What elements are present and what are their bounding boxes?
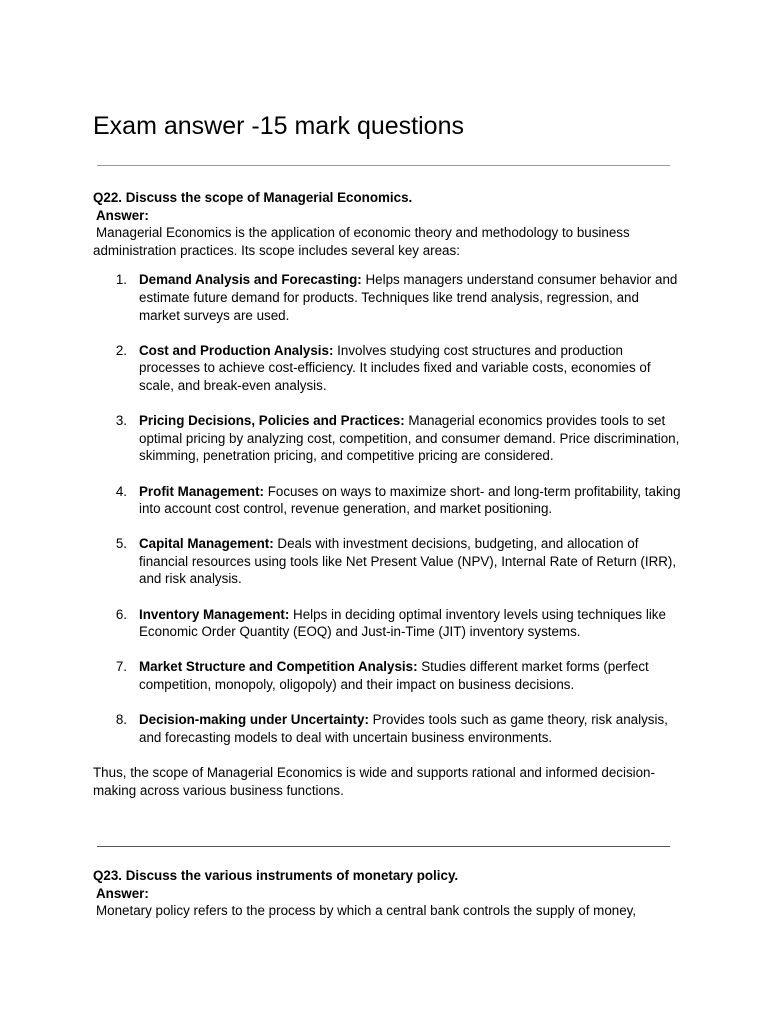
list-item-text: Deals with investment decisions, budgeting, and allocation of financial resources using tools like Net Present Value (NPV), Internal Rate of Return (IRR), and risk analysis.	[139, 536, 677, 587]
list-item-number: 5.	[115, 536, 127, 552]
list-item	[93, 606, 683, 641]
list-item-number: 7.	[115, 659, 127, 675]
list-item-term: Capital Management:	[139, 536, 274, 552]
list-item-text: Helps managers understand consumer behavior and estimate future demand for products. Techniques like trend analysis, regression, and market surveys are used.	[139, 272, 678, 323]
list-item-term: Pricing Decisions, Policies and Practices:	[139, 413, 405, 429]
list-item-text: Involves studying cost structures and production processes to achieve cost-efficiency. It includes fixed and variable costs, economies of scale, and break-even analysis.	[139, 342, 651, 393]
list-item	[93, 711, 683, 746]
list-item-number: 1.	[115, 272, 127, 288]
list-item-text: Provides tools such as game theory, risk analysis, and forecasting models to deal with uncertain business environments.	[139, 712, 668, 745]
question-22-heading: Q22. Discuss the scope of Managerial Economics.	[93, 190, 413, 205]
list-item-term: Decision-making under Uncertainty:	[139, 712, 369, 728]
list-item-text: Managerial economics provides tools to set optimal pricing by analyzing cost, competition, and consumer demand. Price discrimination, skimming, penetration pricing, and competitive pricing are considered.	[139, 413, 680, 464]
horizontal-divider	[97, 165, 670, 166]
answer-conclusion: Thus, the scope of Managerial Economics is wide and supports rational and informed decision-making across various business functions.	[93, 765, 655, 798]
answer-label: Answer:	[96, 207, 149, 223]
list-item-text: Focuses on ways to maximize short- and long-term profitability, taking into account cost control, revenue generation, and market positioning.	[139, 483, 681, 517]
list-item-number: 6.	[115, 606, 127, 622]
list-item	[93, 483, 683, 518]
list-item	[93, 412, 683, 465]
horizontal-divider	[97, 846, 670, 847]
answer-intro: Managerial Economics is the application of economic theory and methodology to business administration practices. Its scope includes several key areas:	[93, 225, 630, 258]
scope-list	[93, 271, 683, 746]
question-23-section	[93, 867, 683, 920]
question-22-section	[93, 189, 683, 799]
list-item-term: Demand Analysis and Forecasting:	[139, 272, 362, 288]
list-item	[93, 658, 683, 693]
list-item-term: Cost and Production Analysis:	[139, 342, 334, 358]
question-23-heading: Q23. Discuss the various instruments of monetary policy.	[93, 868, 459, 883]
list-item-term: Market Structure and Competition Analysis:	[139, 659, 418, 675]
list-item-number: 4.	[115, 483, 127, 499]
list-item-text: Studies different market forms (perfect competition, monopoly, oligopoly) and their impact on business decisions.	[139, 659, 649, 693]
list-item	[93, 342, 683, 395]
list-item-text: Helps in deciding optimal inventory levels using techniques like Economic Order Quantity (EOQ) and Just-in-Time (JIT) inventory systems.	[139, 606, 666, 640]
answer-intro: Monetary policy refers to the process by which a central bank controls the supply of money,	[96, 903, 637, 919]
list-item-term: Inventory Management:	[139, 606, 290, 622]
list-item-term: Profit Management:	[139, 483, 264, 499]
list-item-number: 3.	[115, 413, 127, 429]
answer-label: Answer:	[96, 885, 149, 901]
document-title: Exam answer -15 mark questions	[93, 112, 464, 140]
list-item	[93, 271, 683, 324]
list-item-number: 8.	[115, 712, 127, 728]
list-item	[93, 535, 683, 588]
list-item-number: 2.	[115, 342, 127, 358]
